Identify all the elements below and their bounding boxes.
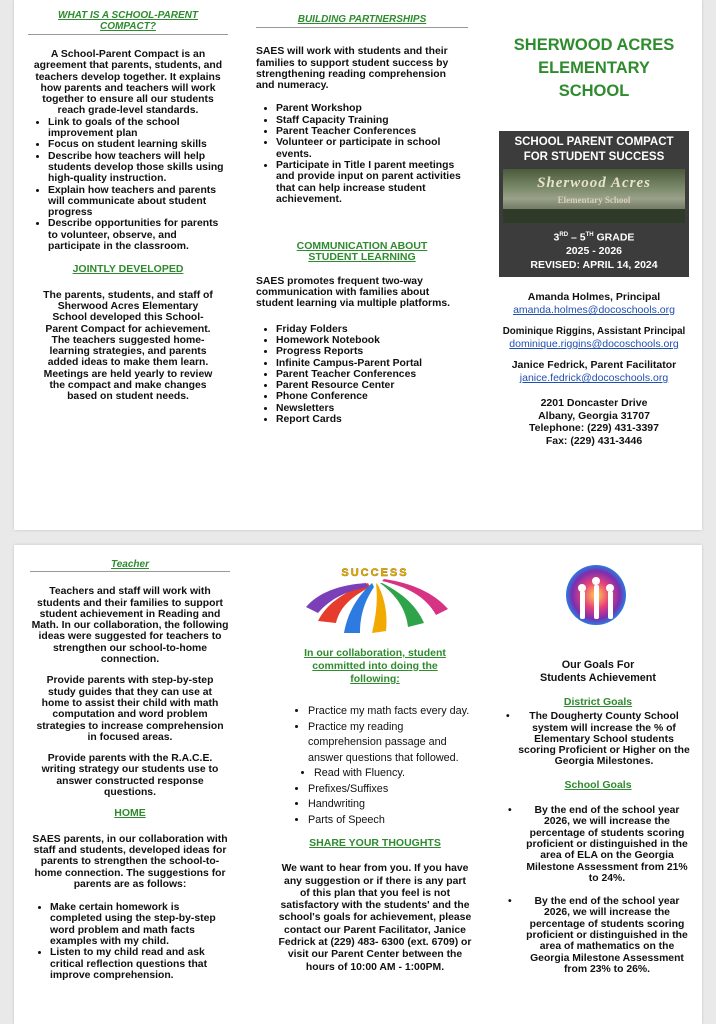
partnerships-heading: BUILDING PARTNERSHIPS — [256, 14, 468, 28]
grade-suffix: GRADE — [593, 231, 635, 244]
teacher-column — [30, 545, 230, 1024]
grade-from: 3 — [553, 231, 560, 244]
list-item: • Parent Workshop — [276, 103, 468, 114]
telephone: Telephone: (229) 431-3397 — [529, 422, 659, 434]
school-goal-text-1: By the end of the school year 2026, we will increase the percentage of students scoring proficient or distinguished in the area of ELA on the Georgia Milestone Assessment from 21% to 24%. — [526, 805, 688, 884]
school-sign-photo — [503, 169, 685, 223]
list-item: • Newsletters — [276, 403, 468, 414]
school-goal-text-2: By the end of the school year 2026, we will increase the percentage of students scoring proficient or distinguished in the area of mathematics on the Georgia Milestone Assessment from 23% to 26%. — [526, 896, 688, 975]
cover-column — [496, 0, 692, 530]
list-item: • Make certain homework is completed using the step-by-step word problem and math facts examples with my child. — [50, 902, 230, 947]
communication-heading: COMMUNICATION ABOUT STUDENT LEARNING — [296, 240, 428, 264]
facilitator-name: Janice Fedrick, Parent Facilitator — [511, 359, 677, 371]
list-item: • Phone Conference — [276, 391, 468, 402]
assistant-principal-name: Dominique Riggins, Assistant Principal — [502, 326, 686, 337]
share-text: We want to hear from you. If you have any suggestion or if there is any part of this plan that you feel is not satisfactory with the students' and the school's goals for achievement, please contact our Parent Facilitator, Janice Fedrick at (229) 483- 6300 (ext. 6709) or visit our Parent Center between the hours of 10:00 AM - 1:00PM. — [278, 863, 472, 973]
compact-bullet-list — [28, 117, 228, 253]
students-bullet-list — [278, 704, 472, 828]
school-name: SHERWOOD ACRES ELEMENTARY SCHOOL — [513, 36, 675, 100]
teacher-heading: Teacher — [30, 559, 230, 572]
contacts — [496, 291, 692, 447]
list-item: • Volunteer or participate in school events. — [276, 137, 468, 160]
list-item: • Parent Teacher Conferences — [276, 126, 468, 137]
raised-hands-icon — [500, 561, 696, 631]
partnerships-intro: SAES will work with students and their families to support student success by strengthening reading comprehension and numeracy. — [256, 46, 449, 92]
jointly-heading: JOINTLY DEVELOPED — [72, 263, 184, 276]
school-goal-item — [500, 805, 696, 884]
grade-info — [499, 229, 689, 272]
list-item: • Report Cards — [276, 414, 468, 425]
assistant-principal-email[interactable]: dominique.riggins@docoschools.org — [509, 338, 679, 350]
school-goal-item — [500, 896, 696, 975]
revised-date: REVISED: APRIL 14, 2024 — [530, 258, 658, 271]
address-line-1: 2201 Doncaster Drive — [540, 397, 648, 409]
success-logo-text: SUCCESS — [341, 567, 409, 579]
principal-name: Amanda Holmes, Principal — [527, 291, 661, 303]
fax: Fax: (229) 431-3446 — [545, 434, 643, 447]
district-goals-heading: District Goals — [563, 696, 633, 708]
list-item: • Prefixes/Suffixes — [308, 782, 472, 798]
goals-column — [500, 545, 696, 1024]
compact-intro: A School-Parent Compact is an agreement that parents, students, and teachers develop together. It explains how parents and teachers will work together to ensure all our students reach grade-level standards. — [33, 49, 223, 117]
photo-sign-text-2: Elementary School — [557, 195, 631, 205]
partnerships-column — [256, 0, 468, 530]
compact-heading: WHAT IS A SCHOOL-PARENT COMPACT? — [28, 10, 228, 35]
list-item: • Read with Fluency. — [314, 766, 472, 782]
bullet-dot: • — [506, 711, 510, 723]
students-heading: In our collaboration, student committed into doing the following: — [304, 647, 446, 685]
list-item: • Explain how teachers and parents will communicate about student progress — [48, 185, 228, 219]
list-item: • Homework Notebook — [276, 335, 468, 346]
jointly-text: The parents, students, and staff of Sherwood Acres Elementary School developed this School-Parent Compact for achievement. The teachers suggested home-learning strategies, and parents added ideas to make them learn. Meetings are held yearly to review the compact and make changes based on student needs. — [43, 289, 213, 403]
list-item: • Parent Teacher Conferences — [276, 369, 468, 380]
bullet-dot: • — [508, 896, 512, 908]
list-item: • Friday Folders — [276, 324, 468, 335]
home-heading: HOME — [114, 807, 146, 820]
facilitator-email[interactable]: janice.fedrick@docoschools.org — [519, 372, 669, 384]
list-item: • Handwriting — [308, 797, 472, 813]
home-bullet-list — [30, 902, 230, 981]
home-text: SAES parents, in our collaboration with staff and students, developed ideas for parents to strengthen the school-to-home connection. The suggestions for parents are as follows: — [32, 833, 228, 890]
address-line-2: Albany, Georgia 31707 — [538, 409, 650, 422]
teacher-text-2: Provide parents with step-by-step study guides that they can use at home to assist their child with math computation and word problem strategies to increase comprehension in focused areas. — [36, 675, 224, 743]
list-item: • Progress Reports — [276, 346, 468, 357]
list-item: • Participate in Title I parent meetings and provide input on parent activities that can help increase student achievement. — [276, 160, 468, 205]
list-item: • Link to goals of the school improvement plan — [48, 117, 228, 140]
goals-heading: Our Goals For Students Achievement — [540, 659, 656, 684]
partnerships-bullet-list — [256, 103, 468, 205]
grade-to-sup: TH — [585, 232, 594, 238]
list-item: • Focus on student learning skills — [48, 139, 228, 150]
district-goal-item — [500, 711, 696, 767]
bullet-dot: • — [508, 805, 512, 817]
communication-intro: SAES promotes frequent two-way communication with families about student learning via multiple platforms. — [256, 275, 450, 310]
school-goals-heading: School Goals — [564, 778, 632, 791]
list-item: • Practice my math facts every day. — [308, 704, 472, 720]
school-years: 2025 - 2026 — [565, 245, 623, 257]
list-item: • Listen to my child read and ask critical reflection questions that improve comprehension. — [50, 947, 230, 981]
grade-from-sup: RD — [559, 232, 569, 238]
communication-bullet-list — [256, 324, 468, 426]
success-logo — [278, 561, 472, 641]
compact-column — [28, 0, 228, 530]
students-column — [278, 545, 472, 1024]
list-item: • Staff Capacity Training — [276, 115, 468, 126]
grade-range — [499, 229, 689, 245]
hands-logo — [500, 561, 696, 631]
cover-banner — [499, 131, 689, 277]
share-heading: SHARE YOUR THOUGHTS — [309, 837, 441, 849]
address-block — [496, 397, 692, 447]
list-item: • Practice my reading comprehension passage and answer questions that followed. — [308, 720, 472, 767]
photo-ground — [503, 209, 685, 223]
district-goals-text: The Dougherty County School system will increase the % of Elementary School students scoring Proficient or Higher on the Georgia Milestones. — [518, 711, 690, 768]
list-item: • Describe opportunities for parents to volunteer, observe, and participate in the classroom. — [48, 218, 228, 252]
list-item: • Parts of Speech — [308, 813, 472, 829]
teacher-text-3: Provide parents with the R.A.C.E. writing strategy our students use to answer constructed response questions. — [41, 753, 219, 799]
grade-dash: – — [568, 231, 580, 244]
banner-title: SCHOOL PARENT COMPACT FOR STUDENT SUCCESS — [514, 136, 674, 163]
brochure-page-outside — [14, 0, 702, 530]
teacher-text-1: Teachers and staff will work with students and their families to support student achievement in Reading and Math. In our collaboration, the following ideas were suggested for teachers to strengthen our school-to-home connection. — [31, 586, 229, 666]
list-item: • Parent Resource Center — [276, 380, 468, 391]
success-logo-graphic — [278, 561, 472, 641]
principal-email[interactable]: amanda.holmes@docoschools.org — [513, 304, 675, 316]
list-item: • Infinite Campus-Parent Portal — [276, 358, 468, 369]
photo-sign-text: Sherwood Acres — [537, 175, 651, 191]
grade-to: 5 — [579, 231, 586, 244]
brochure-page-inside — [14, 545, 702, 1024]
list-item: • Describe how teachers will help students develop those skills using high-quality instruction. — [48, 151, 228, 185]
